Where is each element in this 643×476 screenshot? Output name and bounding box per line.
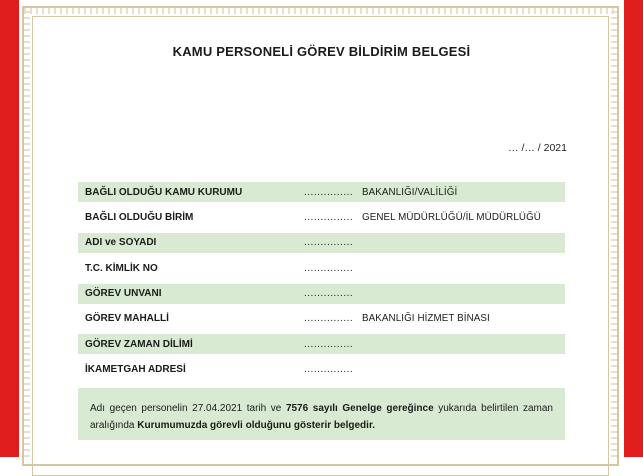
document-date: … /… / 2021	[508, 142, 567, 154]
form-row-address	[78, 360, 565, 380]
form-row-title	[78, 284, 565, 304]
fill-dots: ...............	[304, 364, 354, 376]
fill-dots: ...............	[304, 211, 354, 223]
fill-dots: ...............	[304, 262, 354, 274]
field-label: ADI ve SOYADI	[85, 237, 157, 249]
note-text-2: yukarıda belirtilen zaman aralığında	[90, 403, 553, 431]
field-value: BAKANLIĞI/VALİLİĞİ	[362, 186, 458, 198]
field-value: GENEL MÜDÜRLÜĞÜ/İL MÜDÜRLÜĞÜ	[362, 211, 541, 223]
fill-dots: ...............	[304, 288, 354, 300]
note-bold-2: Kurumumuzda görevli olduğunu gösterir belgedir.	[137, 420, 376, 431]
field-label: GÖREV ZAMAN DİLİMİ	[85, 338, 193, 350]
field-label: GÖREV MAHALLİ	[85, 313, 169, 325]
form-row-time-period	[78, 334, 565, 354]
form-row-id-number	[78, 258, 565, 278]
field-label: GÖREV UNVANI	[85, 288, 162, 300]
field-label: BAĞLI OLDUĞU KAMU KURUMU	[85, 186, 243, 198]
field-label: İKAMETGAH ADRESİ	[85, 364, 186, 376]
document-title: KAMU PERSONELİ GÖREV BİLDİRİM BELGESİ	[172, 44, 471, 59]
fill-dots: ...............	[304, 237, 354, 249]
personnel-info-form	[78, 182, 565, 385]
form-row-institution	[78, 182, 565, 202]
certification-note	[78, 388, 565, 440]
form-row-name	[78, 233, 565, 253]
form-row-unit	[78, 207, 565, 227]
fill-dots: ...............	[304, 313, 354, 325]
fill-dots: ...............	[304, 186, 354, 198]
form-row-location	[78, 309, 565, 329]
field-value: BAKANLIĞI HİZMET BİNASI	[362, 313, 490, 325]
fill-dots: ...............	[304, 338, 354, 350]
field-label: T.C. KİMLİK NO	[85, 262, 158, 274]
note-bold-1: 7576 sayılı Genelge gereğince	[285, 403, 434, 414]
field-label: BAĞLI OLDUĞU BİRİM	[85, 211, 194, 223]
note-text-1: Adı geçen personelin 27.04.2021 tarih ve	[90, 403, 286, 414]
